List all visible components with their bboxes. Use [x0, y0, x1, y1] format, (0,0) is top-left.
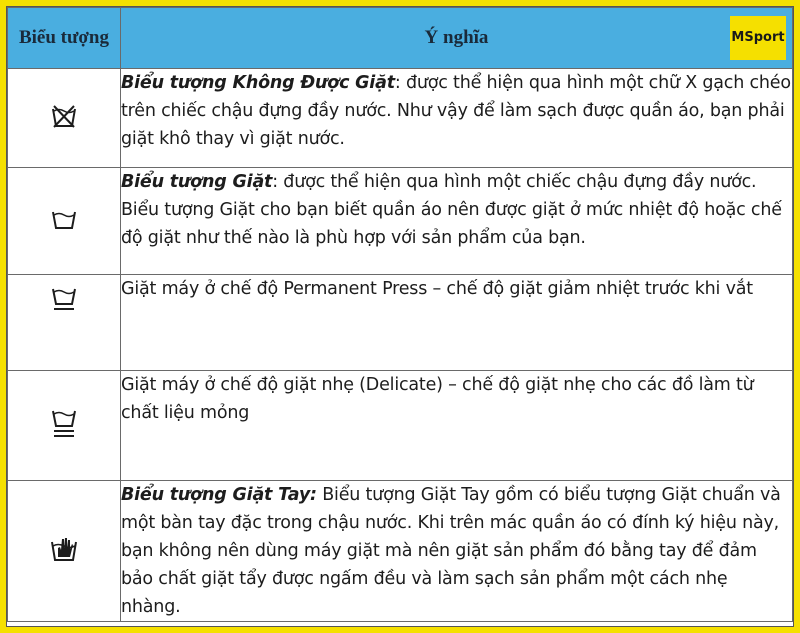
header-row: [8, 8, 793, 69]
table-row: [8, 168, 793, 275]
meaning-cell: [121, 168, 793, 275]
row-text: : được thể hiện qua hình một chiếc chậu đựng đầy nước. Biểu tượng Giặt cho bạn biết quần áo nên được giặt ở mức nhiệt độ hoặc chế độ giặt như thế nào là phù hợp với sản phẩm của bạn.: [121, 172, 782, 248]
table-row: [8, 371, 793, 481]
row-lead: Biểu tượng Giặt: [121, 172, 273, 192]
laundry-symbols-table: [7, 7, 793, 622]
row-text: : được thể hiện qua hình một chữ X gạch chéo trên chiếc chậu đựng đầy nước. Như vậy để làm sạch được quần áo, bạn phải giặt khô thay vì giặt nước.: [121, 73, 791, 149]
meaning-cell: [121, 481, 793, 622]
symbol-cell: [8, 481, 121, 622]
meaning-cell: [121, 275, 793, 371]
row-lead: Biểu tượng Không Được Giặt: [121, 73, 395, 93]
header-symbol: Biểu tượng: [8, 8, 121, 69]
header-meaning-label: Ý nghĩa: [424, 27, 489, 48]
row-text: Giặt máy ở chế độ giặt nhẹ (Delicate) – chế độ giặt nhẹ cho các đồ làm từ chất liệu mỏng: [121, 375, 754, 423]
symbol-cell: [8, 371, 121, 481]
meaning-cell: [121, 69, 793, 168]
tub-crossed-icon: [51, 103, 77, 129]
wash-tub-one-bar-icon: [51, 285, 77, 313]
laundry-symbols-table-frame: [6, 6, 794, 627]
msport-logo: MSport: [730, 16, 786, 60]
wash-tub-two-bars-icon: [51, 407, 77, 439]
table-row: [8, 69, 793, 168]
symbol-cell: [8, 69, 121, 168]
wash-tub-icon: [51, 207, 77, 231]
meaning-cell: [121, 371, 793, 481]
symbol-cell: [8, 275, 121, 371]
hand-wash-icon: [50, 535, 78, 563]
row-text: Biểu tượng Giặt Tay gồm có biểu tượng Giặt chuẩn và một bàn tay đặc trong chậu nước. Khi trên mác quần áo có đính ký hiệu này, bạn không nên dùng máy giặt mà nên giặt sản phẩm đó bằng tay để đảm bảo chất giặt tẩy được ngấm đều và làm sạch sản phẩm một cách nhẹ nhàng.: [121, 485, 781, 617]
row-lead: Biểu tượng Giặt Tay:: [121, 485, 317, 505]
table-row: [8, 275, 793, 371]
row-text: Giặt máy ở chế độ Permanent Press – chế độ giặt giảm nhiệt trước khi vắt: [121, 279, 753, 299]
header-meaning: [121, 8, 793, 69]
table-row: [8, 481, 793, 622]
symbol-cell: [8, 168, 121, 275]
